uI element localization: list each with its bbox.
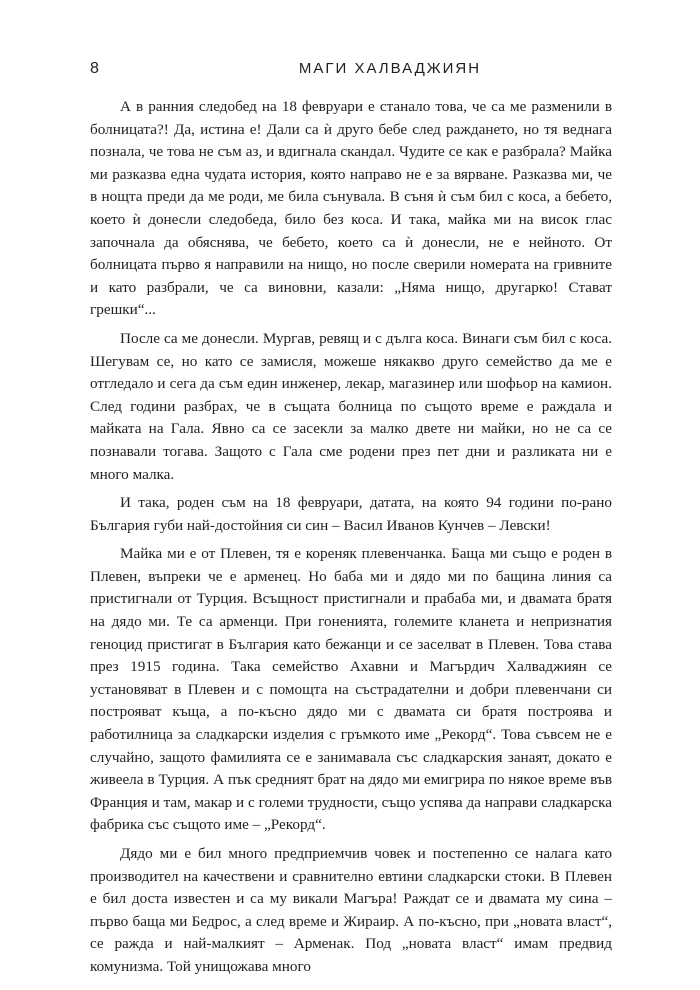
paragraph-3: И така, роден съм на 18 февруари, датата, на която 94 години по-рано България губи най-достойния си син – Васил Иванов Кунчев – Левски! <box>90 494 612 534</box>
paragraph-2: После са ме донесли. Мургав, ревящ и с дълга коса. Винаги съм бил с коса. Шегувам се, но като се замисля, можеше някакво друго семейство да ме е отгледало и сега да съм един инженер, лекар, магазинер или шофьор на камион. След години разбрах, че в същата болница по същото време е раждала и майката на Гала. Явно са се засекли за малко двете ни майки, но не са се познавали тогава. Защото с Гала сме родени през пет дни и разликата ни е много малка. <box>90 329 612 483</box>
paragraph-1: А в ранния следобед на 18 февруари е станало това, че са ме разменили в болницата?! Да, истина е! Дали са ѝ друго бебе след раждането, но тя веднага познала, че това не съм аз, и вдигнала скандал. Чудите се как е разбрала? Майка ми разказва една чудата история, която направо не е за вярване. Разказва ми, че в нощта преди да ме роди, ме била сънувала. В съня ѝ съм бил с коса, а бебето, което ѝ донесли следобеда, било без коса. И така, майка ми на висок глас започнала да обяснява, че бебето, което са ѝ донесли, не е нейното. От болницата първо я направили на нищо, но после сверили номерата на гривните и като разбрали, че са виновни, казали: „Няма нищо, другарко! Стават грешки“... <box>90 98 612 319</box>
paragraph-4: Майка ми е от Плевен, тя е кореняк плевенчанка. Баща ми също е роден в Плевен, въпреки че е арменец. Но баба ми и дядо ми по бащина линия са пристигнали от Турция. Всъщност пристигнали и прабаба ми, и двамата братя на дядо ми. Те са арменци. При гоненията, големите кланета и непризнатия геноцид пристигат в България като бежанци и се заселват в Плевен. Това става през 1915 година. Така семейство Ахавни и Магърдич Халваджиян се установяват в Плевен и с помощта на състрадателни и добри плевенчани си построяват къща, а по-късно дядо ми с двамата си братя построява и работилница за сладкарски изделия с гръмкото име „Рекорд“. Това съвсем не е случайно, защото фамилията се е занимавала със сладкарския занаят, докато е живеела в Турция. А пък средният брат на дядо ми емигрира по някое време във Франция и там, макар и с големи трудности, също успява да направи сладкарска фабрика със същото име – „Рекорд“. <box>90 545 612 834</box>
page-number: 8 <box>90 60 99 77</box>
paragraph-5: Дядо ми е бил много предприемчив човек и постепенно се налага като производител на качествени и сравнително евтини сладкарски стоки. В Плевен е бил доста известен и са му викали Магъра! Раждат се и двамата му сина – първо баща ми Бедрос, а след време и Жираир. А по-късно, при „новата власт“, се ражда и най-малкият – Арменак. Под „новата власт“ имам предвид комунизма. Той унищожава много <box>90 845 612 975</box>
body-text <box>90 96 612 985</box>
running-head: МАГИ ХАЛВАДЖИЯН <box>298 60 482 77</box>
